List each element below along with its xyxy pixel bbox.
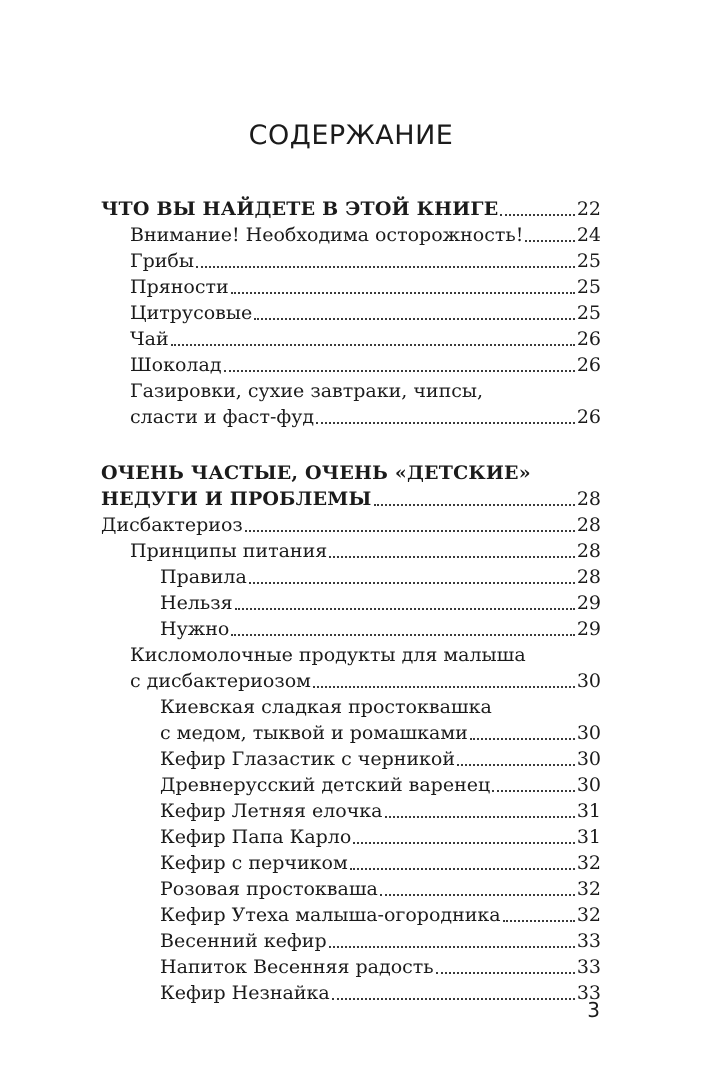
dot-leader <box>196 266 575 268</box>
toc-entry[interactable] <box>101 850 601 876</box>
toc-entry-title: сласти и фаст-фуд <box>130 406 315 428</box>
toc-page-number: 25 <box>576 302 601 324</box>
dot-leader <box>374 504 575 506</box>
dot-leader <box>235 608 575 610</box>
toc-entry-line[interactable]: Газировки, сухие завтраки, чипсы, <box>130 380 484 402</box>
dot-leader <box>385 816 575 818</box>
dot-leader <box>329 556 575 558</box>
toc-entry-title: с дисбактериозом <box>130 670 311 692</box>
toc-page-number: 32 <box>576 878 601 900</box>
toc-entry[interactable] <box>101 616 601 642</box>
toc-entry[interactable] <box>101 352 601 378</box>
toc-entry-title: Напиток Весенняя радость <box>160 956 434 978</box>
toc-page-number: 32 <box>576 904 601 926</box>
toc-entry[interactable] <box>101 954 601 980</box>
toc-entry-title: ЧТО ВЫ НАЙДЕТЕ В ЭТОЙ КНИГЕ <box>101 198 499 220</box>
toc-entry[interactable] <box>101 564 601 590</box>
toc-entry-title: Нужно <box>160 618 230 640</box>
section-gap <box>101 430 601 460</box>
toc-entry-title: Древнерусский детский варенец <box>160 774 491 796</box>
toc-entry-title: Кефир с перчиком <box>160 852 348 874</box>
page-number: 3 <box>587 998 600 1022</box>
toc-entry-title: Пряности <box>130 276 229 298</box>
toc-page-number: 30 <box>576 722 601 744</box>
toc-page-number: 31 <box>576 826 601 848</box>
dot-leader <box>231 634 574 636</box>
dot-leader <box>492 790 575 792</box>
toc-entry-title: Принципы питания <box>130 540 328 562</box>
toc-page-number: 30 <box>576 670 601 692</box>
toc-page-number: 29 <box>576 618 601 640</box>
toc-entry[interactable] <box>101 222 601 248</box>
dot-leader <box>245 530 575 532</box>
dot-leader <box>525 240 574 242</box>
dot-leader <box>254 318 575 320</box>
toc-entry[interactable] <box>101 772 601 798</box>
toc-entry[interactable] <box>101 538 601 564</box>
toc-page-number: 33 <box>576 930 601 952</box>
toc-page-number: 28 <box>576 566 601 588</box>
toc-entry-line[interactable]: Киевская сладкая простоквашка <box>160 696 492 718</box>
toc-page-number: 29 <box>576 592 601 614</box>
toc-page-number: 32 <box>576 852 601 874</box>
toc-entry[interactable] <box>101 274 601 300</box>
toc-entry-title: Шоколад <box>130 354 222 376</box>
dot-leader <box>249 582 575 584</box>
toc-page-number: 26 <box>576 354 601 376</box>
toc-page-number: 30 <box>576 774 601 796</box>
toc-entry[interactable] <box>101 512 601 538</box>
toc-entry-title: Дисбактериоз <box>101 514 243 536</box>
dot-leader <box>436 972 575 974</box>
toc-entry[interactable] <box>101 928 601 954</box>
toc-entry[interactable] <box>101 980 601 1006</box>
toc-chapter-2[interactable] <box>101 486 601 512</box>
toc-entry-title: Кефир Папа Карло <box>160 826 352 848</box>
toc-entry[interactable] <box>101 798 601 824</box>
toc-entry[interactable] <box>101 668 601 694</box>
toc-page-number: 28 <box>576 488 601 510</box>
toc-entry[interactable] <box>101 876 601 902</box>
toc-chapter-2-line[interactable]: ОЧЕНЬ ЧАСТЫЕ, ОЧЕНЬ «ДЕТСКИЕ» <box>101 462 531 484</box>
dot-leader <box>500 214 574 216</box>
toc-entry[interactable] <box>101 746 601 772</box>
toc-page-number: 25 <box>576 276 601 298</box>
toc-entry[interactable] <box>101 326 601 352</box>
toc-page-number: 28 <box>576 540 601 562</box>
toc-entry[interactable] <box>101 248 601 274</box>
toc-page-number: 33 <box>576 982 601 1004</box>
toc-page-number: 26 <box>576 328 601 350</box>
dot-leader <box>332 998 575 1000</box>
toc-page-number: 26 <box>576 406 601 428</box>
dot-leader <box>313 686 575 688</box>
toc-chapter-1[interactable] <box>101 196 601 222</box>
toc-entry[interactable] <box>101 590 601 616</box>
toc-entry-title: Кефир Летняя елочка <box>160 800 383 822</box>
toc-entry-title: Нельзя <box>160 592 233 614</box>
toc-entry-title: НЕДУГИ И ПРОБЛЕМЫ <box>101 488 372 510</box>
toc-entry-title: с медом, тыквой и ромашками <box>160 722 468 744</box>
dot-leader <box>353 842 574 844</box>
toc-page-number: 25 <box>576 250 601 272</box>
toc-entry-line[interactable]: Кисломолочные продукты для малыша <box>130 644 526 666</box>
dot-leader <box>503 920 575 922</box>
toc-entry[interactable] <box>101 824 601 850</box>
dot-leader <box>470 738 575 740</box>
dot-leader <box>329 946 575 948</box>
toc-entry[interactable] <box>101 902 601 928</box>
toc-entry-title: Цитрусовые <box>130 302 253 324</box>
toc-page-number: 33 <box>576 956 601 978</box>
toc-entry-title: Кефир Глазастик с черникой <box>160 748 456 770</box>
toc-entry-title: Чай <box>130 328 169 350</box>
toc-page-number: 30 <box>576 748 601 770</box>
dot-leader <box>350 868 575 870</box>
dot-leader <box>224 370 575 372</box>
toc-entry[interactable] <box>101 404 601 430</box>
toc-entry[interactable] <box>101 300 601 326</box>
page-title: СОДЕРЖАНИЕ <box>248 120 454 151</box>
toc-entry-title: Правила <box>160 566 247 588</box>
dot-leader <box>380 894 575 896</box>
dot-leader <box>457 764 575 766</box>
toc-entry-title: Грибы <box>130 250 194 272</box>
toc-page-number: 24 <box>576 224 601 246</box>
table-of-contents <box>101 196 601 1006</box>
toc-entry-title: Весенний кефир <box>160 930 327 952</box>
toc-page-number: 22 <box>576 198 601 220</box>
toc-page-number: 28 <box>576 514 601 536</box>
dot-leader <box>231 292 575 294</box>
toc-entry-title: Розовая простокваша <box>160 878 378 900</box>
toc-entry[interactable] <box>101 720 601 746</box>
toc-entry-title: Кефир Утеха малыша-огородника <box>160 904 501 926</box>
dot-leader <box>171 344 575 346</box>
toc-page-number: 31 <box>576 800 601 822</box>
dot-leader <box>316 422 575 424</box>
toc-entry-title: Внимание! Необходима осторожность! <box>130 224 524 246</box>
toc-entry-title: Кефир Незнайка <box>160 982 330 1004</box>
